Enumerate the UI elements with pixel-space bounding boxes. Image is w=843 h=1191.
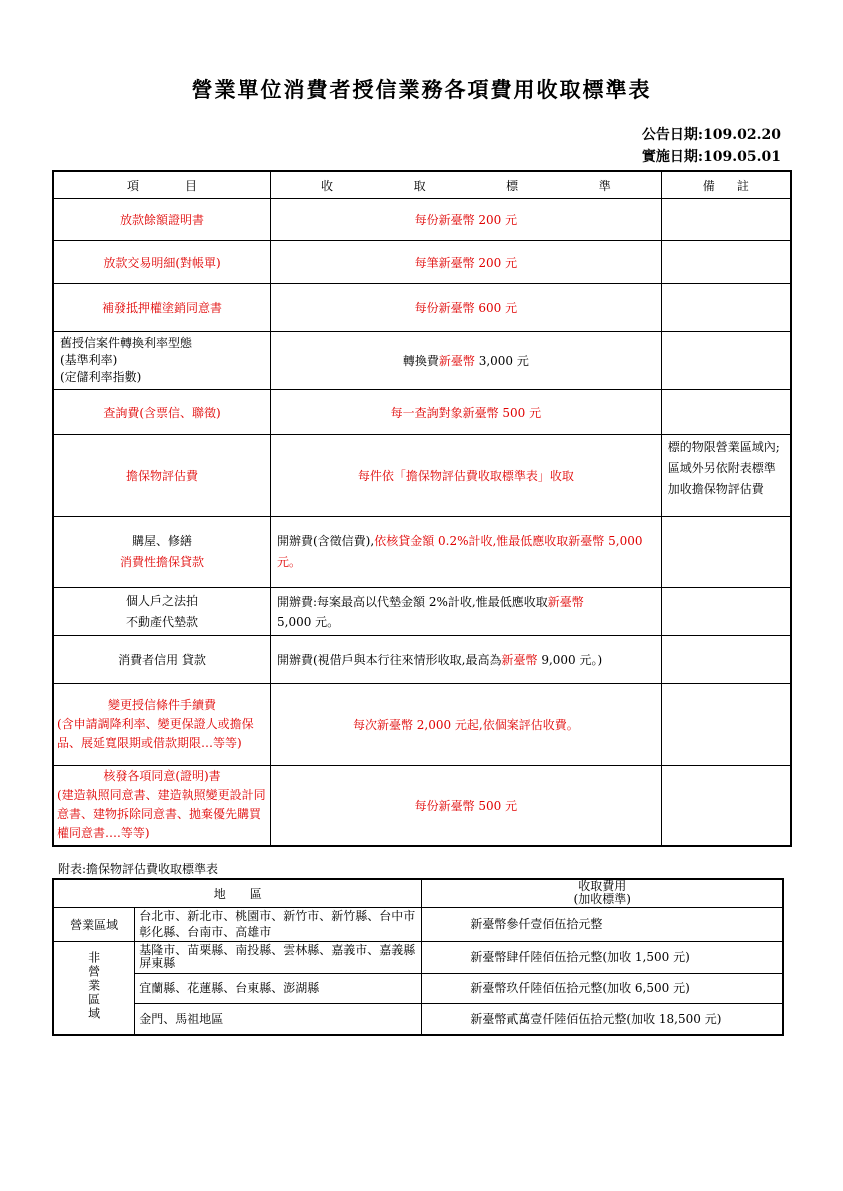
table-row [53,766,791,846]
table-row [53,390,791,435]
row-standard: 每筆新臺幣 200 元 [271,241,662,284]
row-item: 核發各項同意(證明)書 (建造執照同意書、建造執照變更設計同意書、建物拆除同意書、拋棄優先購買權同意書….等等) [53,766,271,846]
row-standard: 每份新臺幣 600 元 [271,284,662,332]
annex-header-row [53,879,783,907]
row-item: 舊授信案件轉換利率型態 (基準利率) (定儲利率指數) [53,332,271,390]
effective-date: 實施日期:109.05.01 [641,149,781,165]
annex-header-region: 地 區 [53,879,422,907]
annex-area: 宜蘭縣、花蓮縣、台東縣、澎湖縣 [135,973,422,1003]
row-standard: 每份新臺幣 500 元 [271,766,662,846]
table-row [53,684,791,766]
annex-fee: 新臺幣貳萬壹仟陸佰伍拾元整(加收 18,500 元) [422,1003,783,1035]
row-remark [661,766,791,846]
annex-area: 台北市、新北市、桃園市、新竹市、新竹縣、台中市彰化縣、台南市、高雄市 [135,907,422,941]
annex-row [53,907,783,941]
row-standard: 每一查詢對象新臺幣 500 元 [271,390,662,435]
annex-zone: 營業區域 [53,907,135,941]
row-item: 個人戶之法拍 不動產代墊款 [53,588,271,636]
row-remark [661,517,791,588]
row-remark [661,199,791,241]
annex-fee: 新臺幣玖仟陸佰伍拾元整(加收 6,500 元) [422,973,783,1003]
row-item: 放款餘額證明書 [53,199,271,241]
row-remark: 標的物限營業區域內;區域外另依附表標準加收擔保物評估費 [661,435,791,517]
annex-zone: 非營業區域 [53,941,135,1035]
row-remark [661,588,791,636]
row-standard: 每件依「擔保物評估費收取標準表」收取 [271,435,662,517]
fee-table [52,170,792,847]
row-item: 補發抵押權塗銷同意書 [53,284,271,332]
row-standard: 每次新臺幣 2,000 元起,依個案評估收費。 [271,684,662,766]
row-standard: 開辦費:每案最高以代墊金額 2%計收,惟最低應收取新臺幣 5,000 元。 [271,588,662,636]
row-item: 消費者信用 貸款 [53,636,271,684]
table-row [53,284,791,332]
annex-fee: 新臺幣肆仟陸佰伍拾元整(加收 1,500 元) [422,941,783,973]
annex-row [53,973,783,1003]
row-standard: 每份新臺幣 200 元 [271,199,662,241]
row-item: 變更授信條件手續費 (含申請調降利率、變更保證人或擔保品、展延寬限期或借款期限…等等) [53,684,271,766]
table-row [53,241,791,284]
row-remark [661,636,791,684]
row-standard: 轉換費新臺幣 3,000 元 [271,332,662,390]
row-item: 購屋、修繕 消費性擔保貸款 [53,517,271,588]
row-remark [661,241,791,284]
row-item: 放款交易明細(對帳單) [53,241,271,284]
annex-row [53,941,783,973]
header-remark: 備 註 [661,171,791,199]
annex-fee: 新臺幣參仟壹佰伍拾元整 [422,907,783,941]
row-standard: 開辦費(含徵信費),依核貸金額 0.2%計收,惟最低應收取新臺幣 5,000 元。 [271,517,662,588]
annex-header-fee: 收取費用 (加收標準) [422,879,783,907]
table-row [53,517,791,588]
table-row [53,199,791,241]
row-remark [661,332,791,390]
announce-date: 公告日期:109.02.20 [641,127,781,143]
row-standard: 開辦費(視借戶與本行往來情形收取,最高為新臺幣 9,000 元。) [271,636,662,684]
table-row [53,636,791,684]
annex-row [53,1003,783,1035]
table-row [53,332,791,390]
row-item: 擔保物評估費 [53,435,271,517]
row-remark [661,284,791,332]
dates-block [642,124,781,168]
row-remark [661,684,791,766]
header-item: 項 目 [53,171,271,199]
table-row [53,588,791,636]
annex-area: 金門、馬祖地區 [135,1003,422,1035]
table-row [53,435,791,517]
header-standard: 收 取 標 準 [271,171,662,199]
header-row [53,171,791,199]
annex-note: 附表:擔保物評估費收取標準表 [58,862,219,876]
annex-table [52,878,784,1036]
annex-area: 基隆市、苗栗縣、南投縣、雲林縣、嘉義市、嘉義縣屏東縣 [135,941,422,973]
row-remark [661,390,791,435]
row-item: 查詢費(含票信、聯徵) [53,390,271,435]
page-title: 營業單位消費者授信業務各項費用收取標準表 [191,77,652,102]
